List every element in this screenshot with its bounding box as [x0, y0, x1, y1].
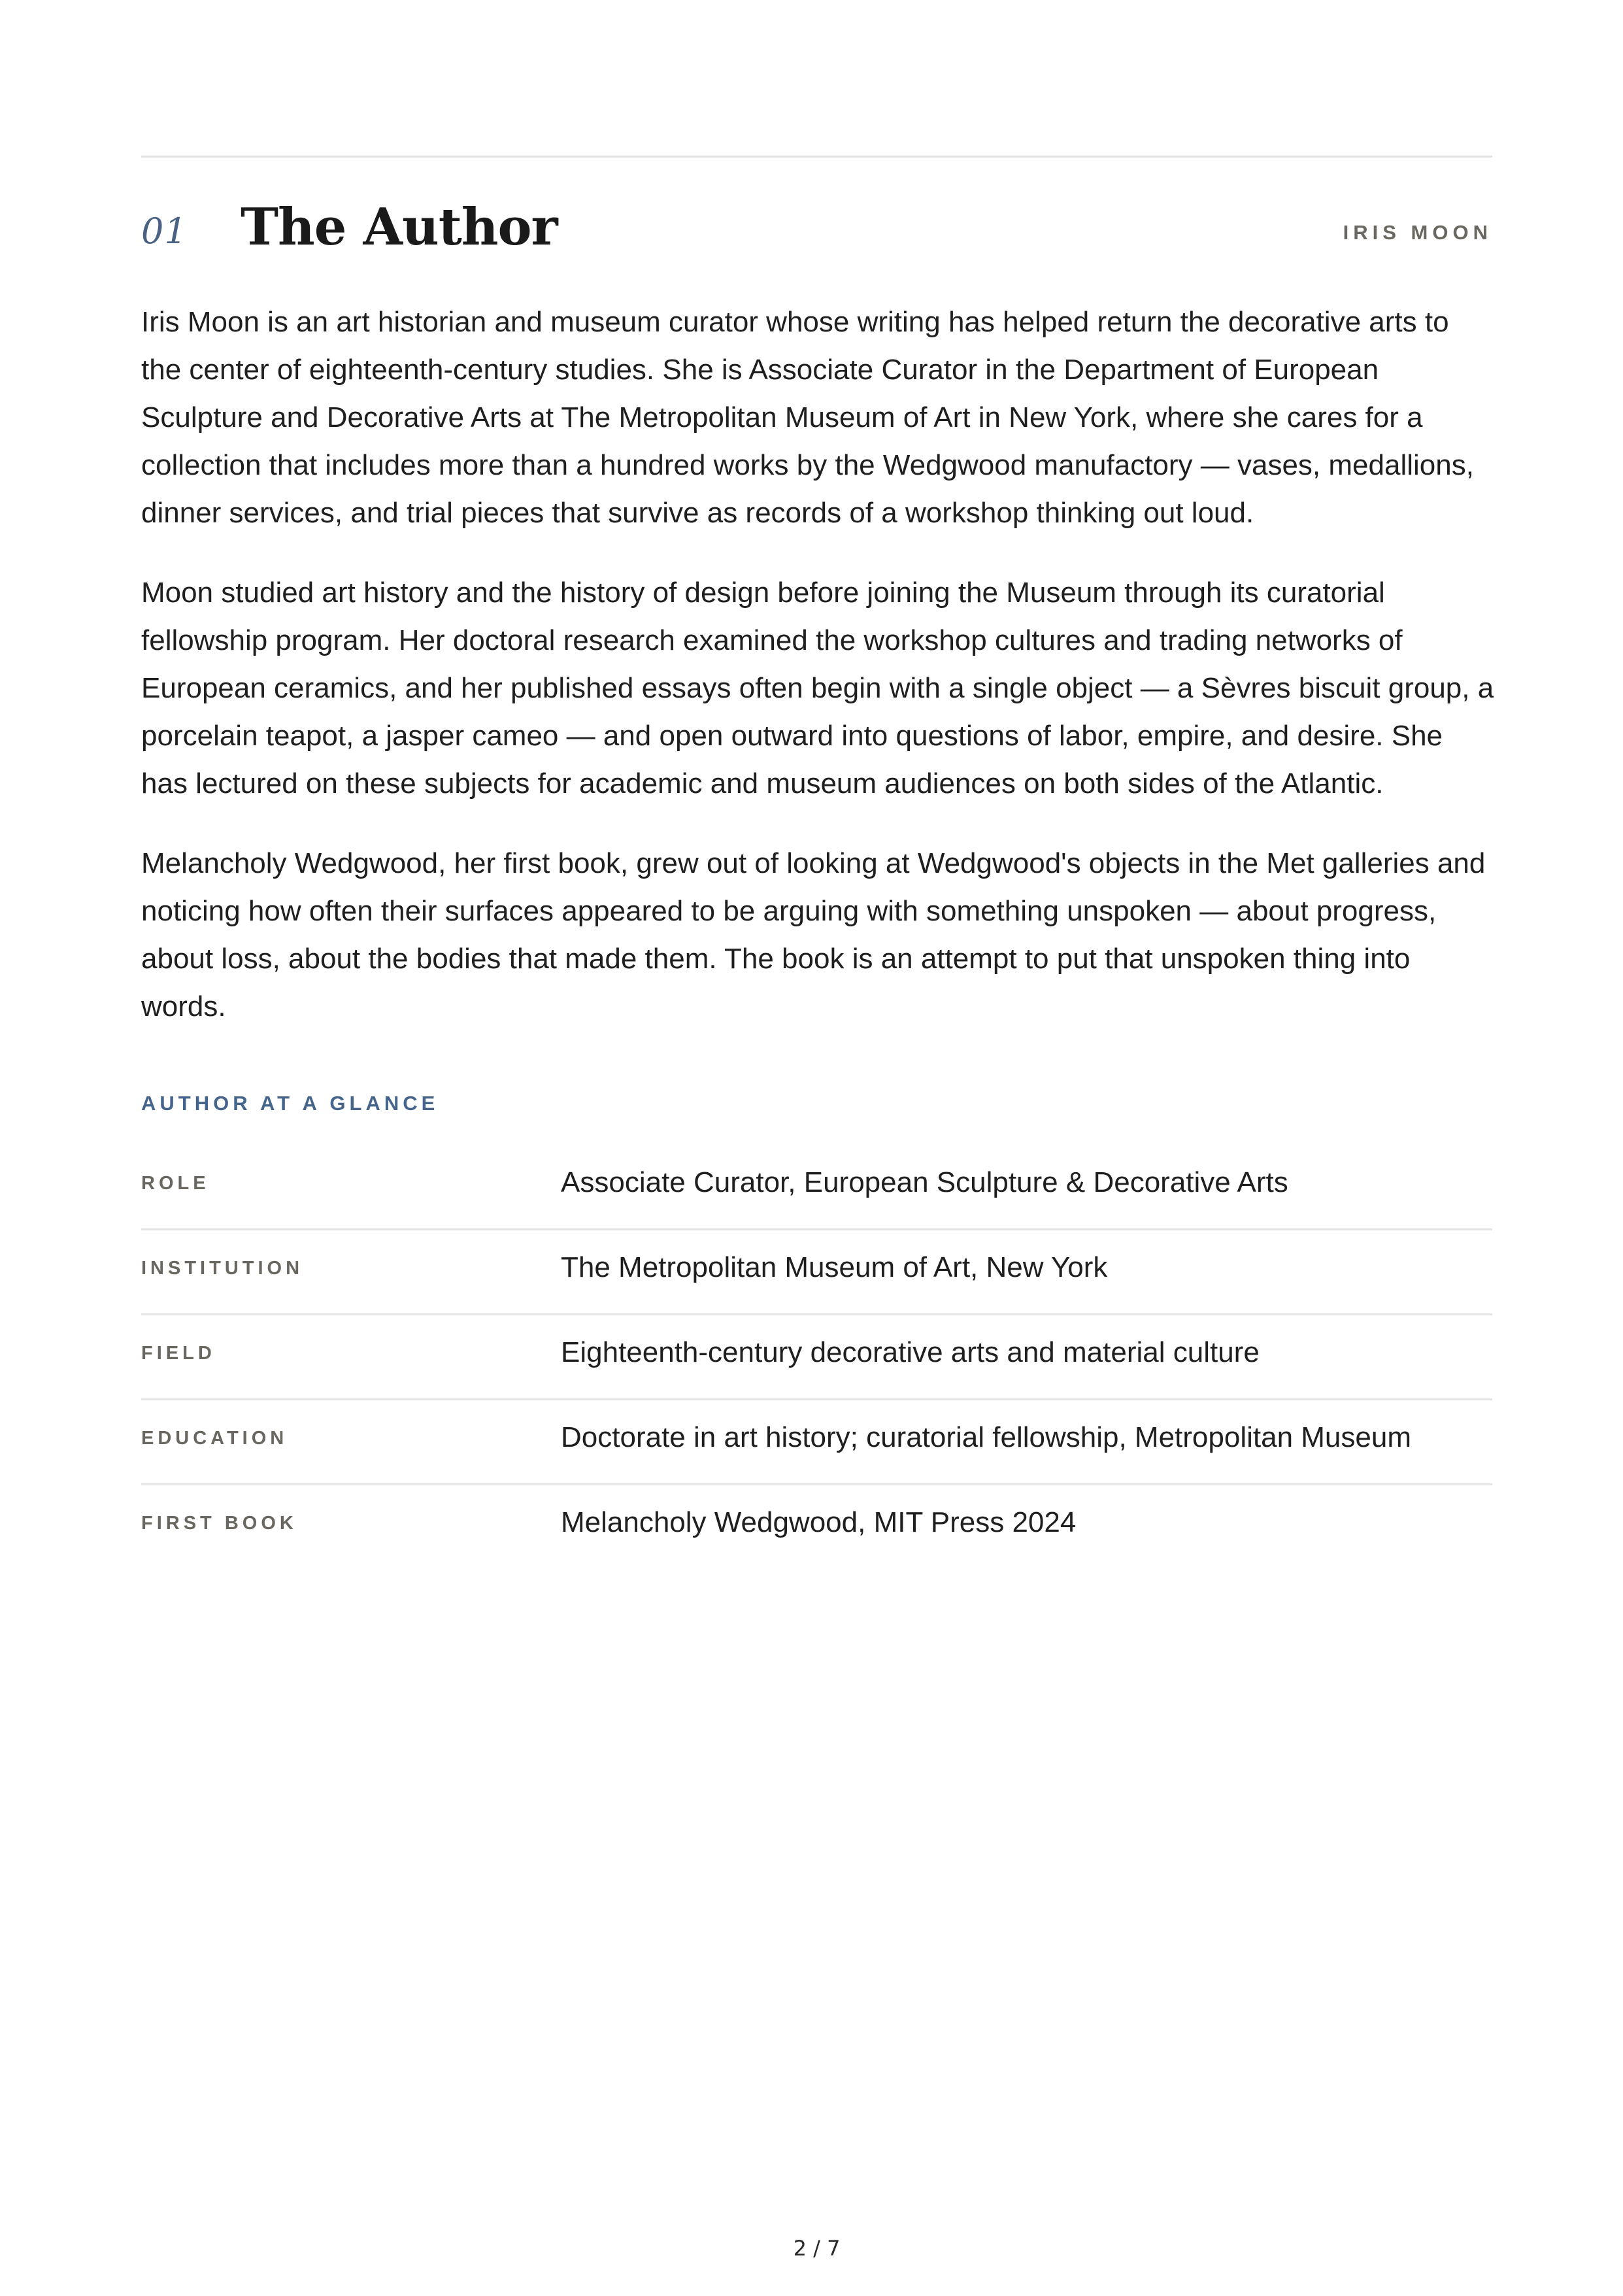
glance-label: EDUCATION — [141, 1428, 288, 1449]
paragraph: Moon studied art history and the history of design before joining the Museum through its curatorial fellowship program. Her doctoral research examined the workshop cultures and trading networks of European ceramics, and her published essays often begin with a single object — a Sèvres biscuit group, a porcelain teapot, a jasper cameo — and open outward into questions of labor, empire, and desire. She has lectured on these subjects for academic and museum audiences on both sides of the Atlantic. — [141, 577, 1494, 800]
glance-label: FIRST BOOK — [141, 1513, 297, 1534]
glance-row-first-book — [141, 1485, 1492, 1568]
glance-value: Doctorate in art history; curatorial fellowship, Metropolitan Museum — [561, 1421, 1411, 1453]
paragraph: Melancholy Wedgwood, her first book, grew out of looking at Wedgwood's objects in the Met galleries and noticing how often their surfaces appeared to be arguing with something unspoken — about progress, about loss, about the bodies that made them. The book is an attempt to put that unspoken thing into words. — [141, 847, 1486, 1022]
glance-heading: AUTHOR AT A GLANCE — [141, 1092, 439, 1115]
glance-value: Melancholy Wedgwood, MIT Press 2024 — [561, 1506, 1077, 1538]
body-text — [141, 298, 1494, 1062]
top-divider — [141, 156, 1492, 158]
section-title: The Author — [241, 197, 558, 257]
glance-row-role — [141, 1145, 1492, 1230]
glance-row-field — [141, 1315, 1492, 1400]
section-number: 01 — [141, 211, 188, 252]
paragraph: Iris Moon is an art historian and museum curator whose writing has helped return the decorative arts to the center of eighteenth-century studies. She is Associate Curator in the Department of European Sculpture and Decorative Arts at The Metropolitan Museum of Art in New York, where she cares for a collection that includes more than a hundred works by the Wedgwood manufactory — vases, medallions, dinner services, and trial pieces that survive as records of a workshop thinking out loud. — [141, 306, 1474, 529]
glance-value: The Metropolitan Museum of Art, New York — [561, 1251, 1108, 1283]
running-author-name: IRIS MOON — [1343, 221, 1492, 244]
glance-label: INSTITUTION — [141, 1258, 304, 1279]
glance-row-education — [141, 1400, 1492, 1485]
glance-row-institution — [141, 1230, 1492, 1315]
glance-value: Eighteenth-century decorative arts and material culture — [561, 1336, 1260, 1368]
page-number: 2 / 7 — [793, 2236, 841, 2261]
glance-value: Associate Curator, European Sculpture & Decorative Arts — [561, 1166, 1288, 1198]
glance-label: FIELD — [141, 1343, 216, 1364]
author-glance-table — [141, 1145, 1492, 1568]
glance-label: ROLE — [141, 1173, 210, 1194]
document-page — [141, 0, 1492, 2296]
section-header — [141, 196, 1492, 275]
